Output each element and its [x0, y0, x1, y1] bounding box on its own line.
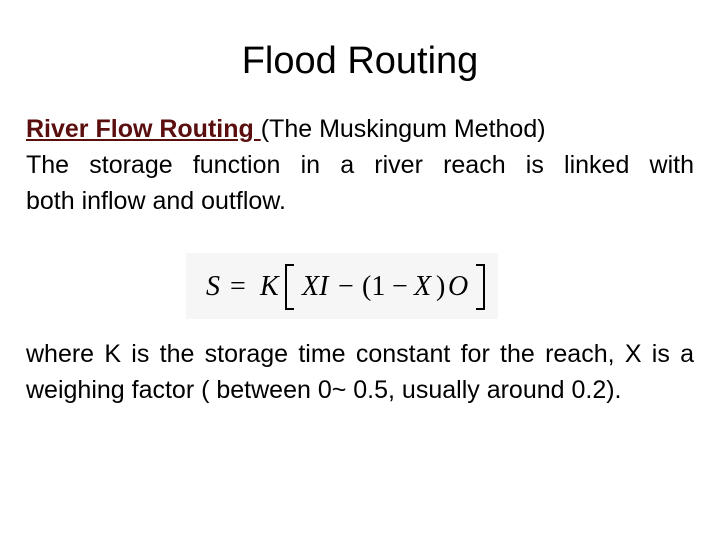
eq-minus-1: −: [338, 271, 354, 302]
equation-graphic: [186, 253, 498, 319]
section-heading: River Flow Routing: [26, 115, 261, 143]
muskingum-equation: [186, 253, 498, 319]
section-heading-suffix: (The Muskingum Method): [260, 115, 546, 143]
eq-left-bracket: [286, 265, 294, 309]
eq-open-paren: (1: [362, 271, 386, 302]
eq-symbol-k: K: [260, 271, 279, 302]
slide-title: Flood Routing: [241, 40, 479, 82]
heading-line: [26, 111, 694, 147]
explanation-paragraph: where K is the storage time constant for the reach, X is a weighing factor ( between 0~ 0.5, usually around 0.2).: [26, 340, 694, 404]
eq-close-paren: ): [436, 271, 446, 302]
intro-paragraph: [26, 111, 694, 219]
intro-line-1: The storage function in a river reach is linked with: [26, 151, 694, 179]
intro-line-2: both inflow and outflow.: [26, 187, 286, 215]
eq-equals: =: [230, 271, 246, 302]
eq-symbol-x: X: [414, 271, 432, 302]
eq-right-bracket: [476, 265, 484, 309]
eq-symbol-s: S: [206, 271, 220, 302]
eq-symbol-o: O: [448, 271, 469, 302]
eq-minus-2: −: [392, 271, 408, 302]
eq-term-xi: XI: [302, 271, 329, 302]
